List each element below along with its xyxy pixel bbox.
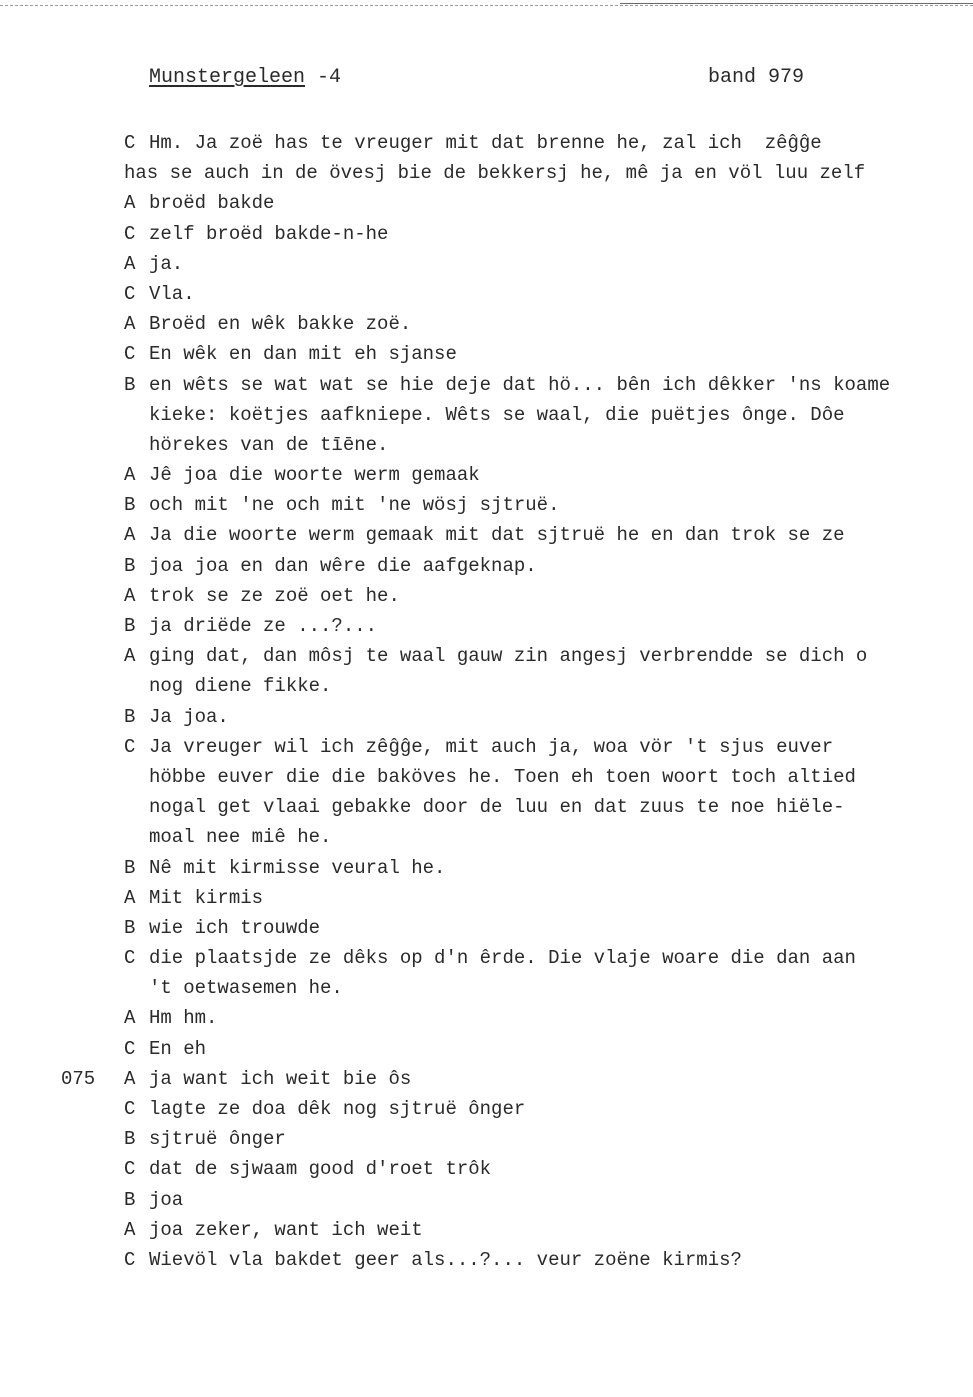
transcript-line	[0, 158, 973, 188]
transcript-line	[0, 1245, 973, 1275]
utterance-text: joa	[149, 1188, 184, 1211]
utterance-text: ja.	[149, 252, 184, 275]
utterance-text: broëd bakde	[149, 192, 275, 215]
speaker-label: C	[124, 282, 136, 305]
transcript-line	[0, 1215, 973, 1245]
speaker-label: C	[124, 343, 136, 366]
utterance-text: Vla.	[149, 282, 195, 305]
utterance-text: joa zeker, want ich weit	[149, 1218, 423, 1241]
utterance-text: Nê mit kirmisse veural he.	[149, 856, 446, 879]
transcript-line	[0, 400, 973, 430]
utterance-text: zelf broëd bakde-n-he	[149, 222, 389, 245]
utterance-text: sjtruë ônger	[149, 1128, 286, 1151]
transcript-body	[0, 128, 973, 1275]
margin-counter: 075	[61, 1067, 96, 1090]
transcript-line	[0, 943, 973, 973]
transcript-line	[0, 1094, 973, 1124]
transcript-line	[0, 702, 973, 732]
utterance-text: och mit 'ne och mit 'ne wösj sjtruë.	[149, 494, 560, 517]
transcript-line	[0, 853, 973, 883]
transcript-line	[0, 339, 973, 369]
transcript-line	[0, 219, 973, 249]
transcript-line	[0, 490, 973, 520]
transcript-line	[0, 792, 973, 822]
transcript-line	[0, 641, 973, 671]
utterance-text: En wêk en dan mit eh sjanse	[149, 343, 457, 366]
transcript-line	[0, 732, 973, 762]
utterance-text: trok se ze zoë oet he.	[149, 584, 400, 607]
speaker-label: B	[124, 1188, 136, 1211]
speaker-label: A	[124, 524, 136, 547]
utterance-text: en wêts se wat wat se hie deje dat hö... bên ich dêkker 'ns koame	[149, 373, 891, 396]
transcript-line	[0, 973, 973, 1003]
speaker-label: B	[124, 705, 136, 728]
speaker-label: C	[124, 735, 136, 758]
transcript-line	[0, 611, 973, 641]
speaker-label: A	[124, 252, 136, 275]
utterance-text: Wievöl vla bakdet geer als...?... veur zoëne kirmis?	[149, 1248, 742, 1271]
utterance-text: Hm hm.	[149, 1007, 218, 1030]
utterance-text: Ja vreuger wil ich zêĝĝe, mit auch ja, woa vör 't sjus euver	[149, 735, 834, 758]
utterance-text: has se auch in de övesj bie de bekkersj he, mê ja en völ luu zelf	[124, 162, 866, 185]
transcript-line	[0, 520, 973, 550]
transcript-line	[0, 671, 973, 701]
top-scan-rule-right	[620, 3, 973, 4]
transcript-line	[0, 913, 973, 943]
transcript-line	[0, 1154, 973, 1184]
utterance-text: ging dat, dan môsj te waal gauw zin angesj verbrendde se dich o	[149, 645, 868, 668]
utterance-text: Hm. Ja zoë has te vreuger mit dat brenne he, zal ich zêĝĝe	[149, 132, 822, 154]
utterance-text: nogal get vlaai gebakke door de luu en dat zuus te noe hiële-	[149, 796, 845, 819]
utterance-text: nog diene fikke.	[149, 675, 332, 698]
utterance-text: 't oetwasemen he.	[149, 977, 343, 1000]
transcript-line	[0, 762, 973, 792]
transcript-line	[0, 883, 973, 913]
utterance-text: Mit kirmis	[149, 886, 264, 909]
transcript-line	[0, 370, 973, 400]
transcript-line	[0, 1124, 973, 1154]
utterance-text: Jê joa die woorte werm gemaak	[149, 464, 480, 487]
transcript-line	[0, 581, 973, 611]
transcript-line	[0, 188, 973, 218]
speaker-label: A	[124, 313, 136, 336]
page-header	[0, 66, 973, 96]
utterance-text: Ja die woorte werm gemaak mit dat sjtruë he en dan trok se ze	[149, 524, 845, 547]
utterance-text: die plaatsjde ze dêks op d'n êrde. Die vlaje woare die dan aan	[149, 947, 856, 970]
speaker-label: B	[124, 615, 136, 637]
speaker-label: B	[124, 916, 136, 939]
transcript-line	[0, 249, 973, 279]
speaker-label: C	[124, 1098, 136, 1120]
transcript-line	[0, 309, 973, 339]
speaker-label: B	[124, 494, 136, 517]
band-number: band 979	[708, 66, 805, 89]
transcript-line	[0, 460, 973, 490]
transcript-line	[0, 279, 973, 309]
speaker-label: A	[124, 1218, 136, 1241]
utterance-text: Ja joa.	[149, 705, 229, 728]
top-scan-rule	[0, 5, 973, 6]
speaker-label: A	[124, 1007, 136, 1030]
page-title-number: -4	[305, 66, 342, 89]
page-title-place: Munstergeleen	[149, 66, 306, 89]
utterance-text: wie ich trouwde	[149, 916, 321, 939]
utterance-text: höbbe euver die die baköves he. Toen eh toen woort toch altied	[149, 765, 856, 788]
utterance-text: dat de sjwaam good d'roet trôk	[149, 1158, 492, 1181]
speaker-label: B	[124, 1128, 136, 1151]
utterance-text: lagte ze doa dêk nog sjtruë ônger	[149, 1098, 526, 1120]
speaker-label: B	[124, 856, 136, 879]
transcript-line	[0, 430, 973, 460]
page-title	[149, 66, 341, 89]
utterance-text: Broëd en wêk bakke zoë.	[149, 313, 412, 336]
utterance-text: En eh	[149, 1037, 207, 1060]
utterance-text: ja want ich weit bie ôs	[149, 1067, 412, 1090]
transcript-line	[0, 551, 973, 581]
speaker-label: C	[124, 222, 136, 245]
utterance-text: ja driëde ze ...?...	[149, 615, 378, 637]
speaker-label: C	[124, 1248, 136, 1271]
speaker-label: A	[124, 1067, 136, 1090]
utterance-text: hörekes van de tīēne.	[149, 433, 389, 456]
utterance-text: moal nee miê he.	[149, 826, 332, 849]
speaker-label: A	[124, 464, 136, 487]
transcript-line	[0, 1034, 973, 1064]
speaker-label: A	[124, 192, 136, 215]
utterance-text: kieke: koëtjes aafkniepe. Wêts se waal, die puëtjes ônge. Dôe	[149, 403, 845, 426]
speaker-label: B	[124, 554, 136, 577]
transcript-line	[0, 128, 973, 158]
speaker-label: B	[124, 373, 136, 396]
speaker-label: A	[124, 645, 136, 668]
speaker-label: C	[124, 1037, 136, 1060]
transcript-line	[0, 1185, 973, 1215]
transcript-line	[0, 822, 973, 852]
speaker-label: C	[124, 1158, 136, 1181]
speaker-label: A	[124, 886, 136, 909]
utterance-text: joa joa en dan wêre die aafgeknap.	[149, 554, 537, 577]
speaker-label: C	[124, 947, 136, 970]
speaker-label: C	[124, 132, 136, 154]
speaker-label: A	[124, 584, 136, 607]
transcript-line	[0, 1064, 973, 1094]
transcript-line	[0, 1003, 973, 1033]
